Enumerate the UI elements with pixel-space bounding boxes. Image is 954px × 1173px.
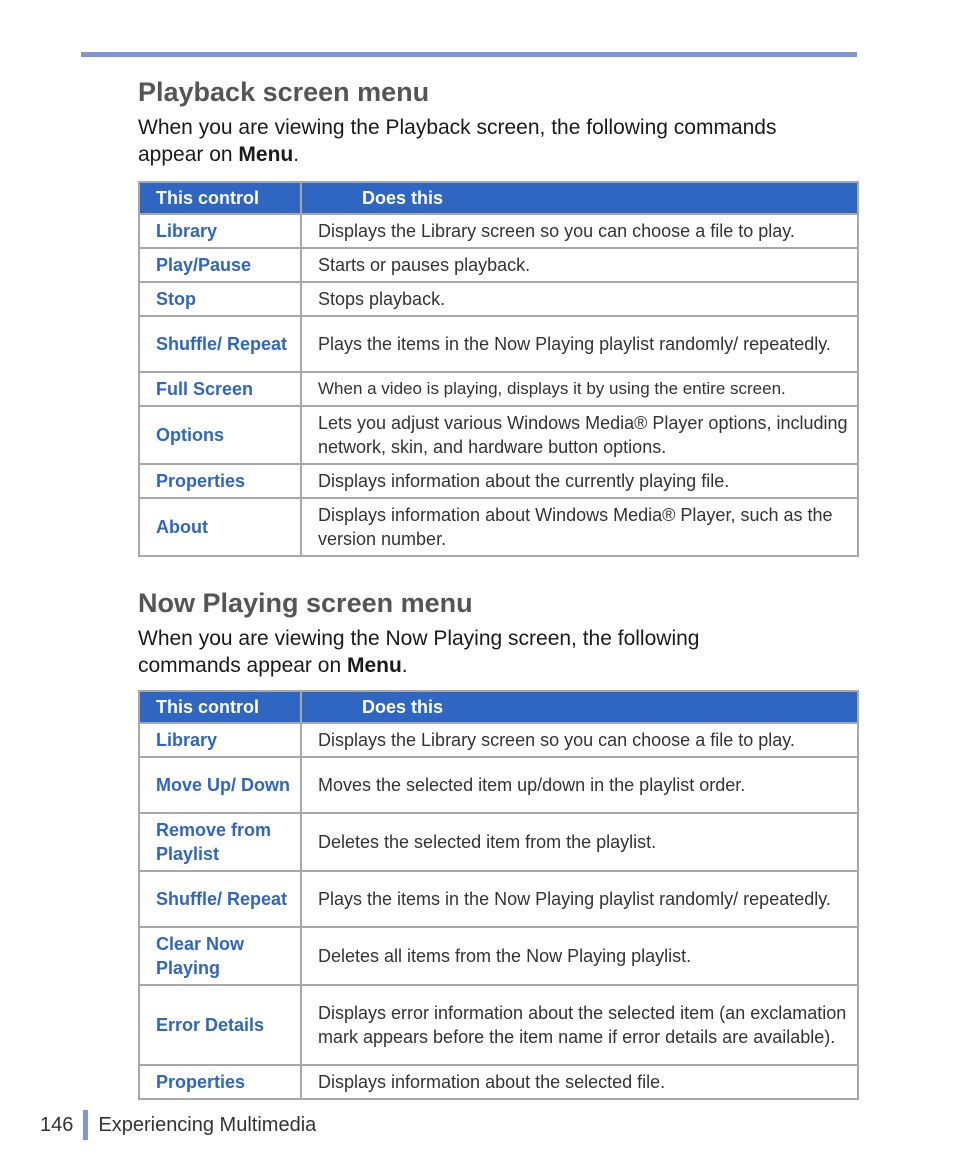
control-description: Deletes all items from the Now Playing playlist. — [301, 927, 858, 985]
control-description: Moves the selected item up/down in the playlist order. — [301, 757, 858, 813]
control-description: Plays the items in the Now Playing playlist randomly/ repeatedly. — [301, 871, 858, 927]
header-this-control: This control — [139, 691, 301, 723]
section-intro: When you are viewing the Now Playing screen, the following commands appear on Menu. — [138, 627, 700, 677]
control-name: About — [139, 498, 301, 556]
control-name: Shuffle/ Repeat — [139, 316, 301, 372]
control-name: Clear Now Playing — [139, 927, 301, 985]
control-description: Plays the items in the Now Playing playlist randomly/ repeatedly. — [301, 316, 858, 372]
table-row — [139, 214, 858, 248]
footer-divider — [83, 1110, 88, 1140]
control-name: Shuffle/ Repeat — [139, 871, 301, 927]
table-row — [139, 316, 858, 372]
control-name: Error Details — [139, 985, 301, 1065]
table-row — [139, 757, 858, 813]
control-name: Properties — [139, 464, 301, 498]
control-name: Library — [139, 214, 301, 248]
control-name: Remove from Playlist — [139, 813, 301, 871]
table-row — [139, 927, 858, 985]
control-name: Library — [139, 723, 301, 757]
top-rule — [81, 52, 857, 57]
chapter-title: Experiencing Multimedia — [98, 1113, 317, 1136]
control-description: Displays information about Windows Media® Player, such as the version number. — [301, 498, 858, 556]
table-header-row — [139, 182, 858, 214]
table-row — [139, 406, 858, 464]
section-intro: When you are viewing the Playback screen, the following commands appear on Menu. — [138, 116, 777, 166]
table-row — [139, 1065, 858, 1099]
page-number: 146 — [40, 1113, 74, 1136]
control-description: Displays information about the currently playing file. — [301, 464, 858, 498]
control-description: Displays error information about the selected item (an exclamation mark appears before the item name if error details are available). — [301, 985, 858, 1065]
playback-menu-table — [138, 181, 859, 557]
control-name: Play/Pause — [139, 248, 301, 282]
header-this-control: This control — [139, 182, 301, 214]
section-title: Now Playing screen menu — [138, 588, 473, 618]
table-row — [139, 813, 858, 871]
control-description: Stops playback. — [301, 282, 858, 316]
playback-menu-section — [138, 76, 856, 168]
table-row — [139, 723, 858, 757]
control-description: Deletes the selected item from the playlist. — [301, 813, 858, 871]
table-header-row — [139, 691, 858, 723]
now-playing-menu-table — [138, 690, 859, 1100]
control-description: Displays information about the selected file. — [301, 1065, 858, 1099]
header-does-this: Does this — [301, 182, 858, 214]
section-title: Playback screen menu — [138, 77, 430, 107]
control-description: Displays the Library screen so you can choose a file to play. — [301, 723, 858, 757]
control-name: Options — [139, 406, 301, 464]
table-row — [139, 464, 858, 498]
table-row — [139, 282, 858, 316]
control-name: Move Up/ Down — [139, 757, 301, 813]
table-row — [139, 498, 858, 556]
table-row — [139, 372, 858, 406]
header-does-this: Does this — [301, 691, 858, 723]
control-description: Lets you adjust various Windows Media® Player options, including network, skin, and hardware button options. — [301, 406, 858, 464]
page-footer — [40, 1110, 316, 1140]
control-description: Starts or pauses playback. — [301, 248, 858, 282]
table-row — [139, 871, 858, 927]
control-name: Properties — [139, 1065, 301, 1099]
control-name: Stop — [139, 282, 301, 316]
control-description: When a video is playing, displays it by using the entire screen. — [301, 372, 858, 406]
control-description: Displays the Library screen so you can choose a file to play. — [301, 214, 858, 248]
now-playing-menu-section — [138, 587, 856, 679]
control-name: Full Screen — [139, 372, 301, 406]
table-row — [139, 985, 858, 1065]
table-row — [139, 248, 858, 282]
